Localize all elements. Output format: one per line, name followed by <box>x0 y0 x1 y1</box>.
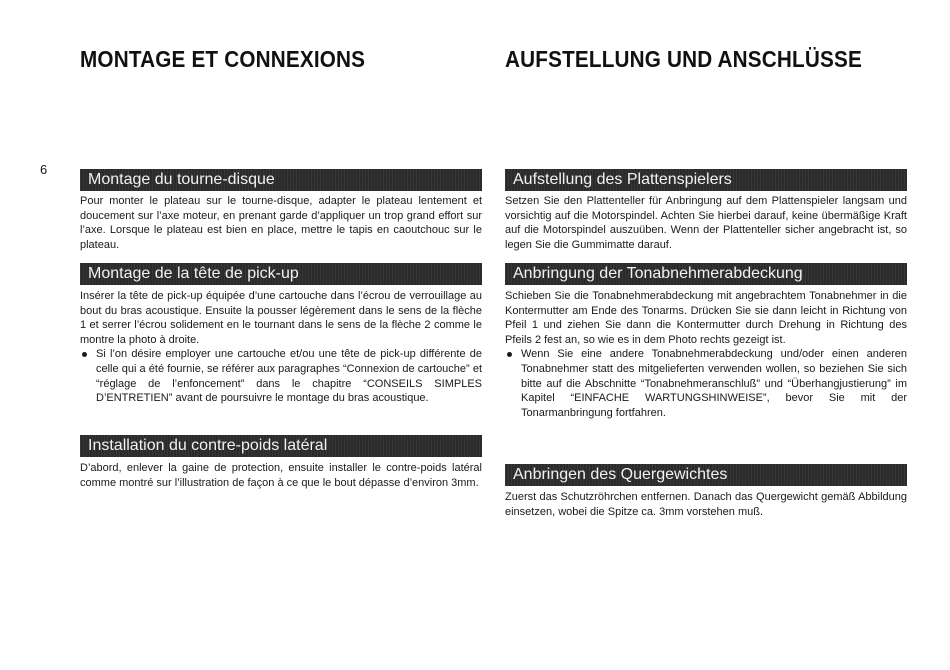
paragraph-tonabnehmerabdeckung: Schieben Sie die Tonabnehmerabdeckung mit angebrachtem Tonabnehmer in die Kontermutter am Ende des Tonarms. Drücken Sie sie dann leicht in Richtung von Pfeil 1 und ziehen Sie dann die Kontermutter durch Drehung in Richtung des Pfeils 2 fest an, so wie es in dem Photo rechts gezeigt ist. <box>505 290 907 346</box>
section-body-tonabnehmerabdeckung <box>505 289 907 420</box>
french-column <box>80 46 482 489</box>
page-title-french: MONTAGE ET CONNEXIONS <box>80 46 366 72</box>
heading-quergewicht: Anbringen des Quergewichtes <box>505 464 907 486</box>
heading-aufstellung-plattenspieler: Aufstellung des Plattenspielers <box>505 169 907 191</box>
heading-montage-tete-pickup: Montage de la tête de pick-up <box>80 263 482 285</box>
bullet-text: Wenn Sie eine andere Tonabnehmerabdeckung und/oder einen anderen Tonabnehmer statt des mitgelieferten verwenden wollen, so beziehen Sie sich bitte auf die Abschnitte “Tonabnehmeranschluß” und “Überhangjustierung” im Kapitel “EINFACHE WARTUNGSHINWEISE”, bevor Sie mit der Tonarmanbringung fortfahren. <box>521 348 907 419</box>
heading-contre-poids: Installation du contre-poids latéral <box>80 435 482 457</box>
paragraph-contre-poids: D’abord, enlever la gaine de protection, ensuite installer le contre-poids latéral comme montré sur l’illustration de façon à ce que le bout dépasse d’environ 3mm. <box>80 462 482 489</box>
bullet-item <box>80 347 482 405</box>
heading-tonabnehmerabdeckung: Anbringung der Tonabnehmerabdeckung <box>505 263 907 285</box>
page-title-german: AUFSTELLUNG UND ANSCHLÜSSE <box>505 46 862 72</box>
section-body-tete-pickup <box>80 289 482 406</box>
heading-montage-tourne-disque: Montage du tourne-disque <box>80 169 482 191</box>
paragraph-montage-tete-pickup: Insérer la tête de pick-up équipée d’une cartouche dans l’écrou de verrouillage au bout du bras acoustique. Ensuite la pousser légèrement dans le sens de la flèche 1 et serrer l’écrou solidement en le tournant dans le sens de la flèche 2 comme le montre la photo à droite. <box>80 290 482 346</box>
paragraph-quergewicht: Zuerst das Schutzröhrchen entfernen. Danach das Quergewicht gemäß Abbildung einsetzen, wobei die Spitze ca. 3mm vorstehen muß. <box>505 491 907 518</box>
paragraph-montage-tourne-disque: Pour monter le plateau sur le tourne-disque, adapter le plateau lentement et doucement sur l’axe moteur, en prenant garde d’appliquer un trop grand effort sur l’axe. Lorsque le plateau est bien en place, mettre le tapis en caoutchouc sur le plateau. <box>80 195 482 251</box>
bullet-dot-icon <box>82 352 87 357</box>
paragraph-aufstellung-plattenspieler: Setzen Sie den Plattenteller für Anbringung auf dem Plattenspieler langsam und vorsichtig auf die Motorspindel. Achten Sie hierbei darauf, keine übermäßige Kraft auf die Motorspindel auszuüben. Wenn der Plattenteller sicher angebracht ist, so legen Sie die Gummimatte darauf. <box>505 195 907 251</box>
page-number: 6 <box>40 162 48 177</box>
bullet-item <box>505 347 907 420</box>
bullet-text: Si l’on désire employer une cartouche et/ou une tête de pick-up différente de celle qui a été fournie, se référer aux paragraphes “Connexion de cartouche” et “réglage de l’enfoncement” dans le chapitre “CONSEILS SIMPLES D’ENTRETIEN” avant de poursuivre le montage du bras acoustique. <box>96 348 482 405</box>
bullet-dot-icon <box>507 352 512 357</box>
german-column <box>505 46 907 518</box>
